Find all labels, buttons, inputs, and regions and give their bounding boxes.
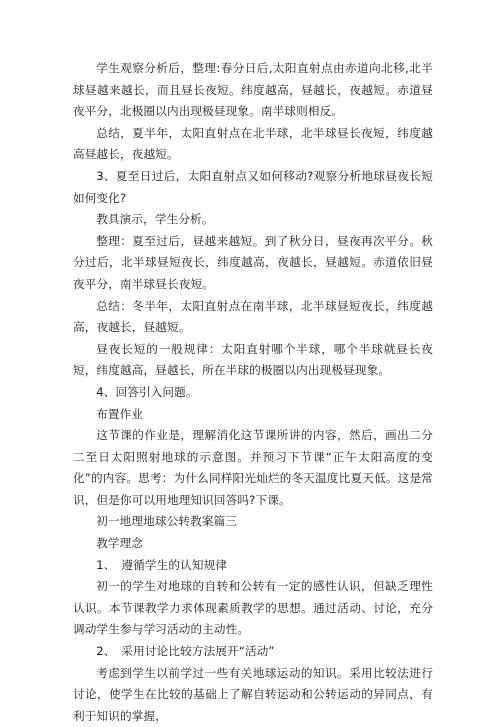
paragraph-homework: 这节课的作业是，理解消化这节课所讲的内容，然后，画出二分二至日太阳照射地球的示意图。并预习下节课“正午太阳高度的变化”的内容。思考：为什么同样阳光灿烂的冬天温度比夏天低。这是常识，但是你可以用地理知识回答吗?下课。: [73, 428, 433, 507]
paragraph-question-3: 3、夏至日过后，太阳直射点又如何移动?观察分析地球昼夜长短如何变化?: [73, 168, 433, 205]
paragraph-general-rule: 昼夜长短的一般规律：太阳直射哪个半球，哪个半球就昼长夜短，纬度越高，昼越长，所在半球的极圈以内出现极昼现象。: [73, 341, 433, 378]
section-title-part-three: 初一地理地球公转教案篇三: [96, 514, 238, 529]
paragraph-comparison: 考虑到学生以前学过一些有关地球运动的知识。采用比较法进行讨论，使学生在比较的基础上了解自转运动和公转运动的异同点，有利于知识的掌握，: [73, 665, 433, 723]
list-item-2-heading: 2、 采用讨论比较方法展开“活动”: [96, 644, 275, 659]
paragraph-summary-summer: 总结，夏半年，太阳直射点在北半球，北半球昼长夜短，纬度越高昼越长，夜越短。: [73, 125, 433, 162]
paragraph-observation: 学生观察分析后，整理:春分日后,太阳直射点由赤道向北移,北半球昼越来越长，而且昼长夜短。纬度越高，昼越长，夜越短。赤道昼夜平分，北极圈以内出现极昼现象。南半球则相反。: [73, 61, 433, 119]
paragraph-arrangement: 整理：夏至过后，昼越来越短。到了秋分日，昼夜再次平分。秋分过后，北半球昼短夜长，纬度越高，夜越长，昼越短。赤道依旧昼夜平分，南半球昼长夜短。: [73, 233, 433, 291]
paragraph-answer-intro: 4、回答引入问题。: [96, 384, 198, 399]
list-item-1-heading: 1、 遵循学生的认知规律: [96, 557, 228, 572]
document-body: [73, 58, 433, 727]
paragraph-cognition: 初一的学生对地球的自转和公转有一定的感性认识，但缺乏理性认识。本节课教学力求体现素质教学的思想。通过活动、讨论，充分调动学生参与学习活动的主动性。: [73, 579, 433, 637]
heading-teaching-philosophy: 教学理念: [96, 536, 144, 551]
paragraph-demo: 教具演示，学生分析。: [96, 212, 214, 227]
heading-homework: 布置作业: [96, 406, 144, 421]
paragraph-summary-winter: 总结：冬半年，太阳直射点在南半球，北半球昼短夜长，纬度越高，夜越长，昼越短。: [73, 298, 433, 335]
